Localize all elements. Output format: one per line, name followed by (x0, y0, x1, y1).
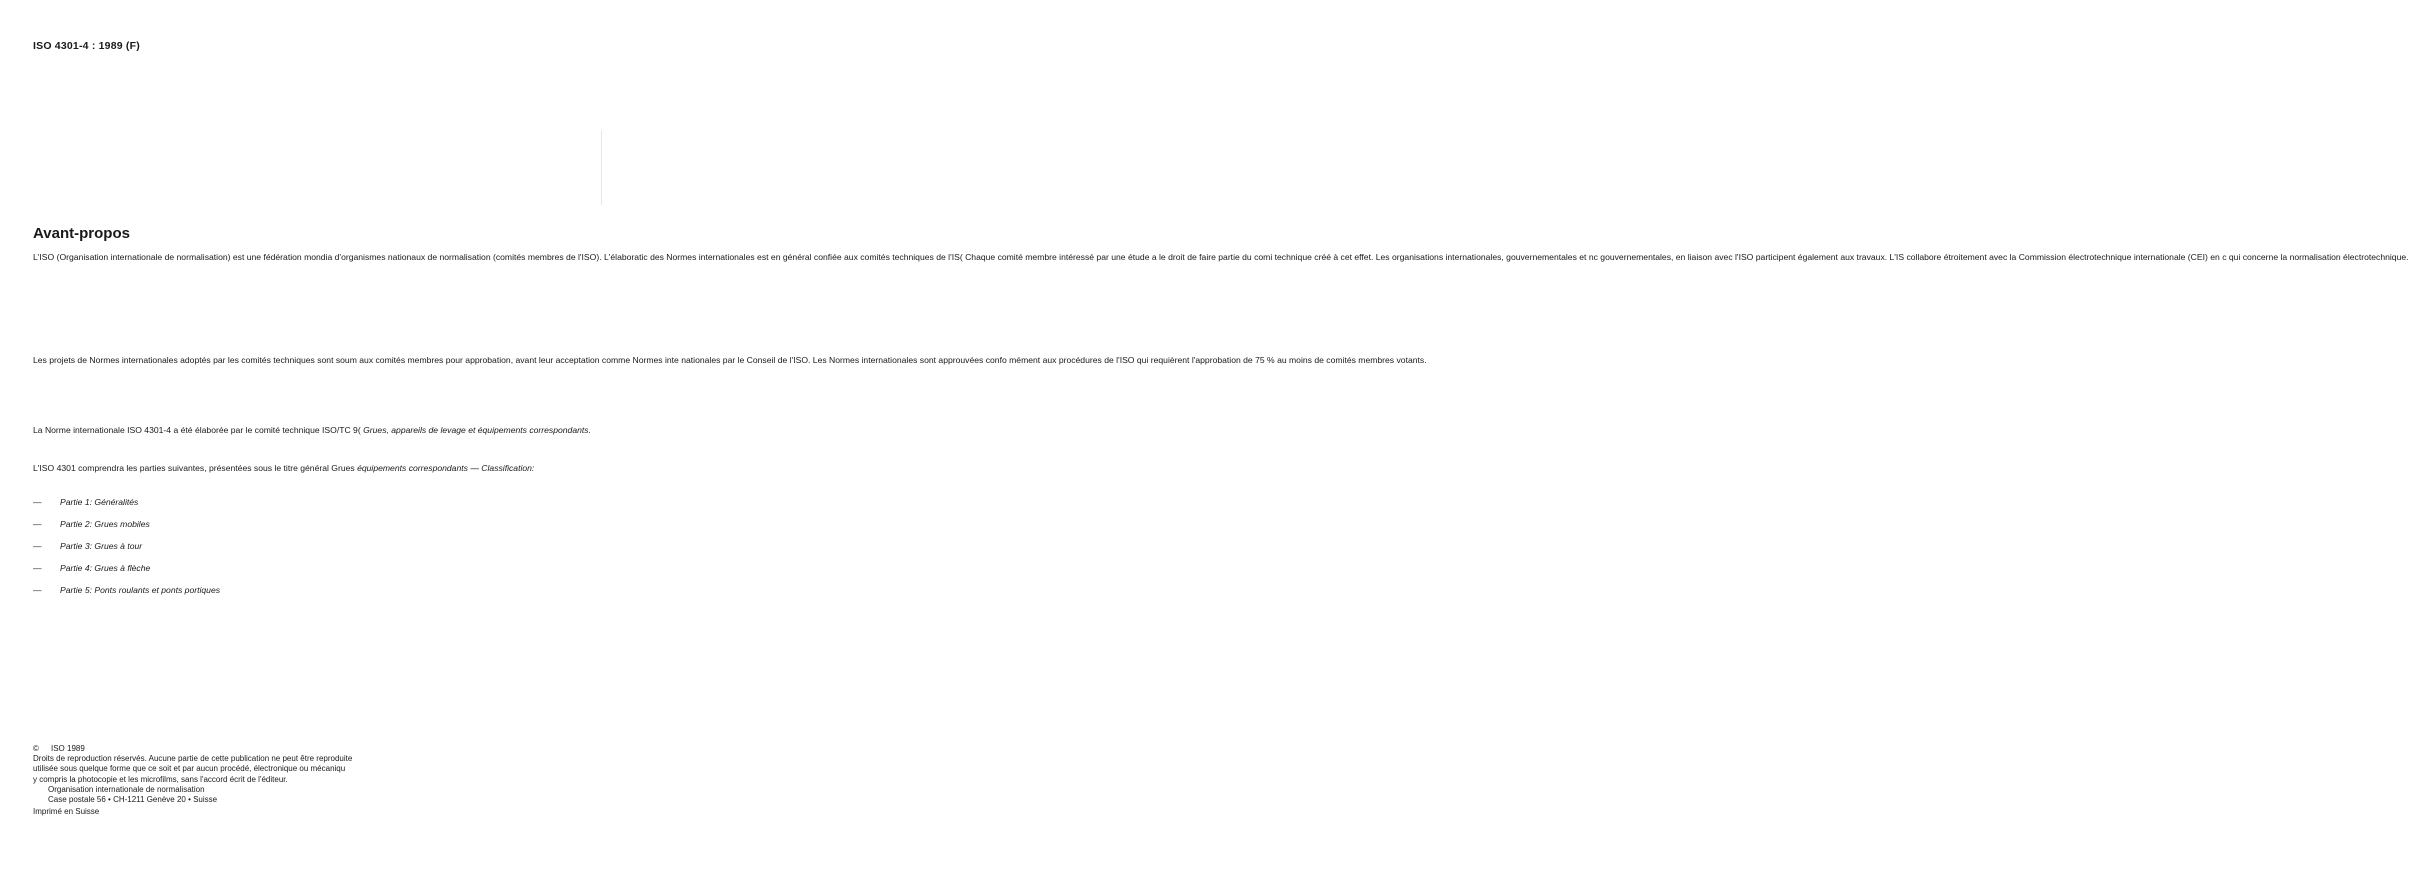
part-title: Partie 3: Grues à tour (60, 541, 143, 551)
text-line: qui concerne la normalisation électrotechnique. (2228, 252, 2409, 262)
printed-in: Imprimé en Suisse (33, 807, 100, 816)
text-line: La Norme internationale ISO 4301-4 a été élaborée par le comité technique ISO/TC 9( (33, 425, 361, 435)
list-item (33, 563, 150, 573)
text-line: L'ISO (Organisation internationale de normalisation) est une fédération mondia (33, 252, 333, 262)
text-line: aux comités membres pour approbation, avant leur acceptation comme Normes inte (359, 355, 679, 365)
text-line: technique créé à cet effet. Les organisations internationales, gouvernementales et nc (1274, 252, 1598, 262)
dash-bullet: — (33, 519, 42, 529)
list-item (33, 497, 138, 507)
text-line: nationales par le Conseil de l'ISO. Les Normes internationales sont approuvées confo (681, 355, 1007, 365)
dash-bullet: — (33, 585, 42, 595)
text-line: L'ISO 4301 comprendra les parties suivantes, présentées sous le titre général Grues (33, 463, 355, 473)
organisation-name: Organisation internationale de normalisation (48, 784, 205, 794)
text-line: des Normes internationales est en général confiée aux comités techniques de l'IS( (650, 252, 963, 262)
committee-title: Grues, appareils de levage et équipements correspondants. (363, 425, 591, 435)
postal-address: Case postale 56 • CH-1211 Genève 20 • Suisse (48, 795, 218, 805)
part-title: Partie 4: Grues à flèche (60, 563, 151, 573)
document-reference: ISO 4301-4 : 1989 (F) (33, 40, 140, 52)
series-title: équipements correspondants — Classification: (357, 463, 535, 473)
text-line: mément aux procédures de l'ISO qui requièrent l'approbation de 75 % au moins de (1009, 355, 1324, 365)
part-title: Partie 1: Généralités (60, 497, 139, 507)
rights-line: utilisée sous quelque forme que ce soit et par aucun procédé, électronique ou mécaniqu (33, 764, 346, 774)
margin-scan-mark (601, 130, 602, 205)
rights-line: Droits de reproduction réservés. Aucune partie de cette publication ne peut être reproduite (33, 754, 353, 764)
copyright-line (33, 744, 633, 754)
text-line: Chaque comité membre intéressé par une étude a le droit de faire partie du comi (965, 252, 1273, 262)
part-title: Partie 5: Ponts roulants et ponts portiques (60, 585, 221, 595)
text-line: gouvernementales, en liaison avec l'ISO participent également aux travaux. L'IS (1600, 252, 1905, 262)
copyright-text: ISO 1989 (51, 744, 85, 753)
foreword-paragraph-1 (33, 252, 2409, 263)
part-title: Partie 2: Grues mobiles (60, 519, 150, 529)
text-line: Les projets de Normes internationales adoptés par les comités techniques sont soum (33, 355, 357, 365)
rights-line: y compris la photocopie et les microfilms, sans l'accord écrit de l'éditeur. (33, 774, 288, 784)
list-item (33, 519, 150, 529)
dash-bullet: — (33, 563, 42, 573)
text-line: d'organismes nationaux de normalisation (comités membres de l'ISO). L'élaboratic (334, 252, 648, 262)
foreword-paragraph-3 (33, 425, 633, 436)
copyright-icon: © (33, 744, 39, 753)
foreword-paragraph-2 (33, 355, 1427, 366)
section-title: Avant-propos (33, 225, 130, 242)
copyright-block (33, 744, 633, 805)
list-item (33, 585, 220, 595)
text-line: comités membres votants. (1326, 355, 1427, 365)
dash-bullet: — (33, 541, 42, 551)
list-item (33, 541, 142, 551)
text-line: collabore étroitement avec la Commission électrotechnique internationale (CEI) en c (1906, 252, 2227, 262)
foreword-paragraph-4 (33, 463, 633, 474)
dash-bullet: — (33, 497, 42, 507)
